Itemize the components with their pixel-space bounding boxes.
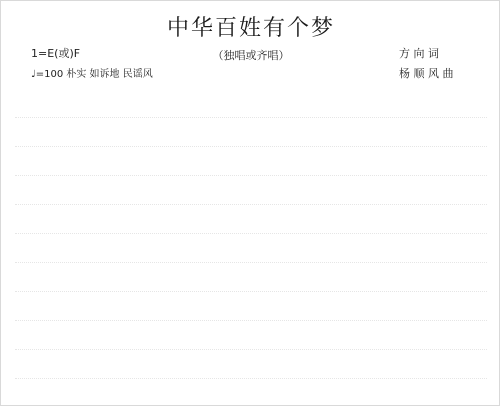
- performance-note: （独唱或齐唱）: [212, 49, 290, 62]
- composer-credit: 杨 顺 风 曲: [399, 67, 454, 80]
- notation-row: [15, 271, 487, 292]
- key-signature: 1=E(或)F: [31, 47, 81, 60]
- song-title: 中华百姓有个梦: [166, 16, 335, 41]
- notation-row: [15, 126, 487, 147]
- notation-row: [15, 213, 487, 234]
- lyricist-credit: 方 向 词: [399, 47, 439, 60]
- notation-row: [15, 242, 487, 263]
- notation-row: [15, 155, 487, 176]
- notation-row: [15, 300, 487, 321]
- notation-row: [15, 358, 487, 379]
- notation-row: [15, 97, 487, 118]
- notation-area: [15, 97, 487, 387]
- tempo-marking: ♩=100 朴实 如诉地 民谣风: [31, 69, 153, 80]
- notation-row: [15, 184, 487, 205]
- notation-row: [15, 329, 487, 350]
